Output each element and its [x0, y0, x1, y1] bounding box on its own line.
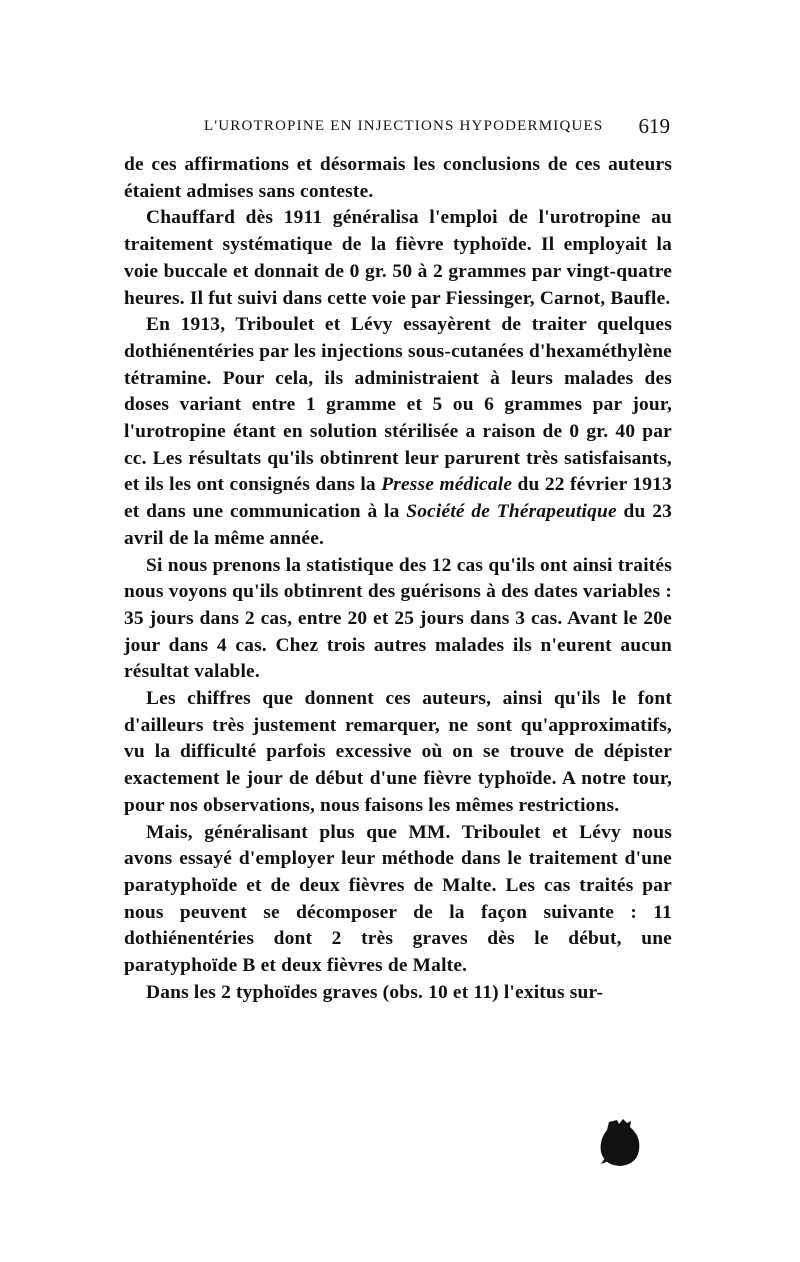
running-head	[124, 112, 672, 146]
paragraph-5: Les chiffres que donnent ces auteurs, ainsi qu'ils le font d'ailleurs très justement remarquer, ne sont qu'approximatifs, vu la difficulté parfois excessive où on se trouve de dépister exactement le jour de début d'une fièvre typhoïde. A notre tour, pour nos observations, nous faisons les mêmes restrictions.	[124, 688, 672, 816]
page-number: 619	[638, 114, 670, 138]
ink-stamp-icon	[597, 1118, 643, 1168]
paragraph-3-part-3: du 23 avril de la même année.	[124, 501, 673, 549]
paragraph-3-part-2: du 22 février 1913 et dans une communication à la	[124, 474, 672, 523]
running-title: L'UROTROPINE EN INJECTIONS HYPODERMIQUES	[204, 118, 604, 134]
society-title-therapeutique: Société de Thérapeutique	[406, 501, 617, 523]
paragraph-3	[124, 312, 672, 552]
book-page	[124, 112, 672, 1007]
paragraph-4: Si nous prenons la statistique des 12 cas qu'ils ont ainsi traités nous voyons qu'ils obtinrent des guérisons à des dates variables : 35 jours dans 2 cas, entre 20 et 25 jours dans 3 cas. Avant le 20e jour dans 4 cas. Chez trois autres malades ils n'eurent aucun résultat valable.	[124, 554, 672, 683]
journal-title-presse-medicale: Presse médicale	[381, 474, 513, 496]
paragraph-2: Chauffard dès 1911 généralisa l'emploi de l'urotropine au traitement systématique de la fièvre typhoïde. Il employait la voie buccale et donnait de 0 gr. 50 à 2 grammes par vingt-quatre heures. Il fut suivi dans cette voie par Fiessinger, Carnot, Baufle.	[124, 207, 672, 309]
body-text	[124, 152, 672, 1007]
paragraph-3-part-1: En 1913, Triboulet et Lévy essayèrent de traiter quelques dothiénentéries par les injections sous-cutanées d'hexaméthylène tétramine. Pour cela, ils administraient à leurs malades des doses variant entre 1 gramme et 5 ou 6 grammes par jour, l'urotropine étant en solution stérilisée a raison de 0 gr. 40 par cc. Les résultats qu'ils obtinrent leur parurent très satisfaisants, et ils les ont consignés dans la	[124, 314, 672, 496]
paragraph-7: Dans les 2 typhoïdes graves (obs. 10 et 11) l'exitus sur-	[146, 981, 604, 1003]
paragraph-1: de ces affirmations et désormais les conclusions de ces auteurs étaient admises sans conteste.	[124, 154, 672, 202]
paragraph-6: Mais, généralisant plus que MM. Triboulet et Lévy nous avons essayé d'employer leur méthode dans le traitement d'une paratyphoïde et de deux fièvres de Malte. Les cas traités par nous peuvent se décomposer de la façon suivante : 11 dothiénentéries dont 2 très graves dès le début, une paratyphoïde B et deux fièvres de Malte.	[124, 821, 672, 977]
